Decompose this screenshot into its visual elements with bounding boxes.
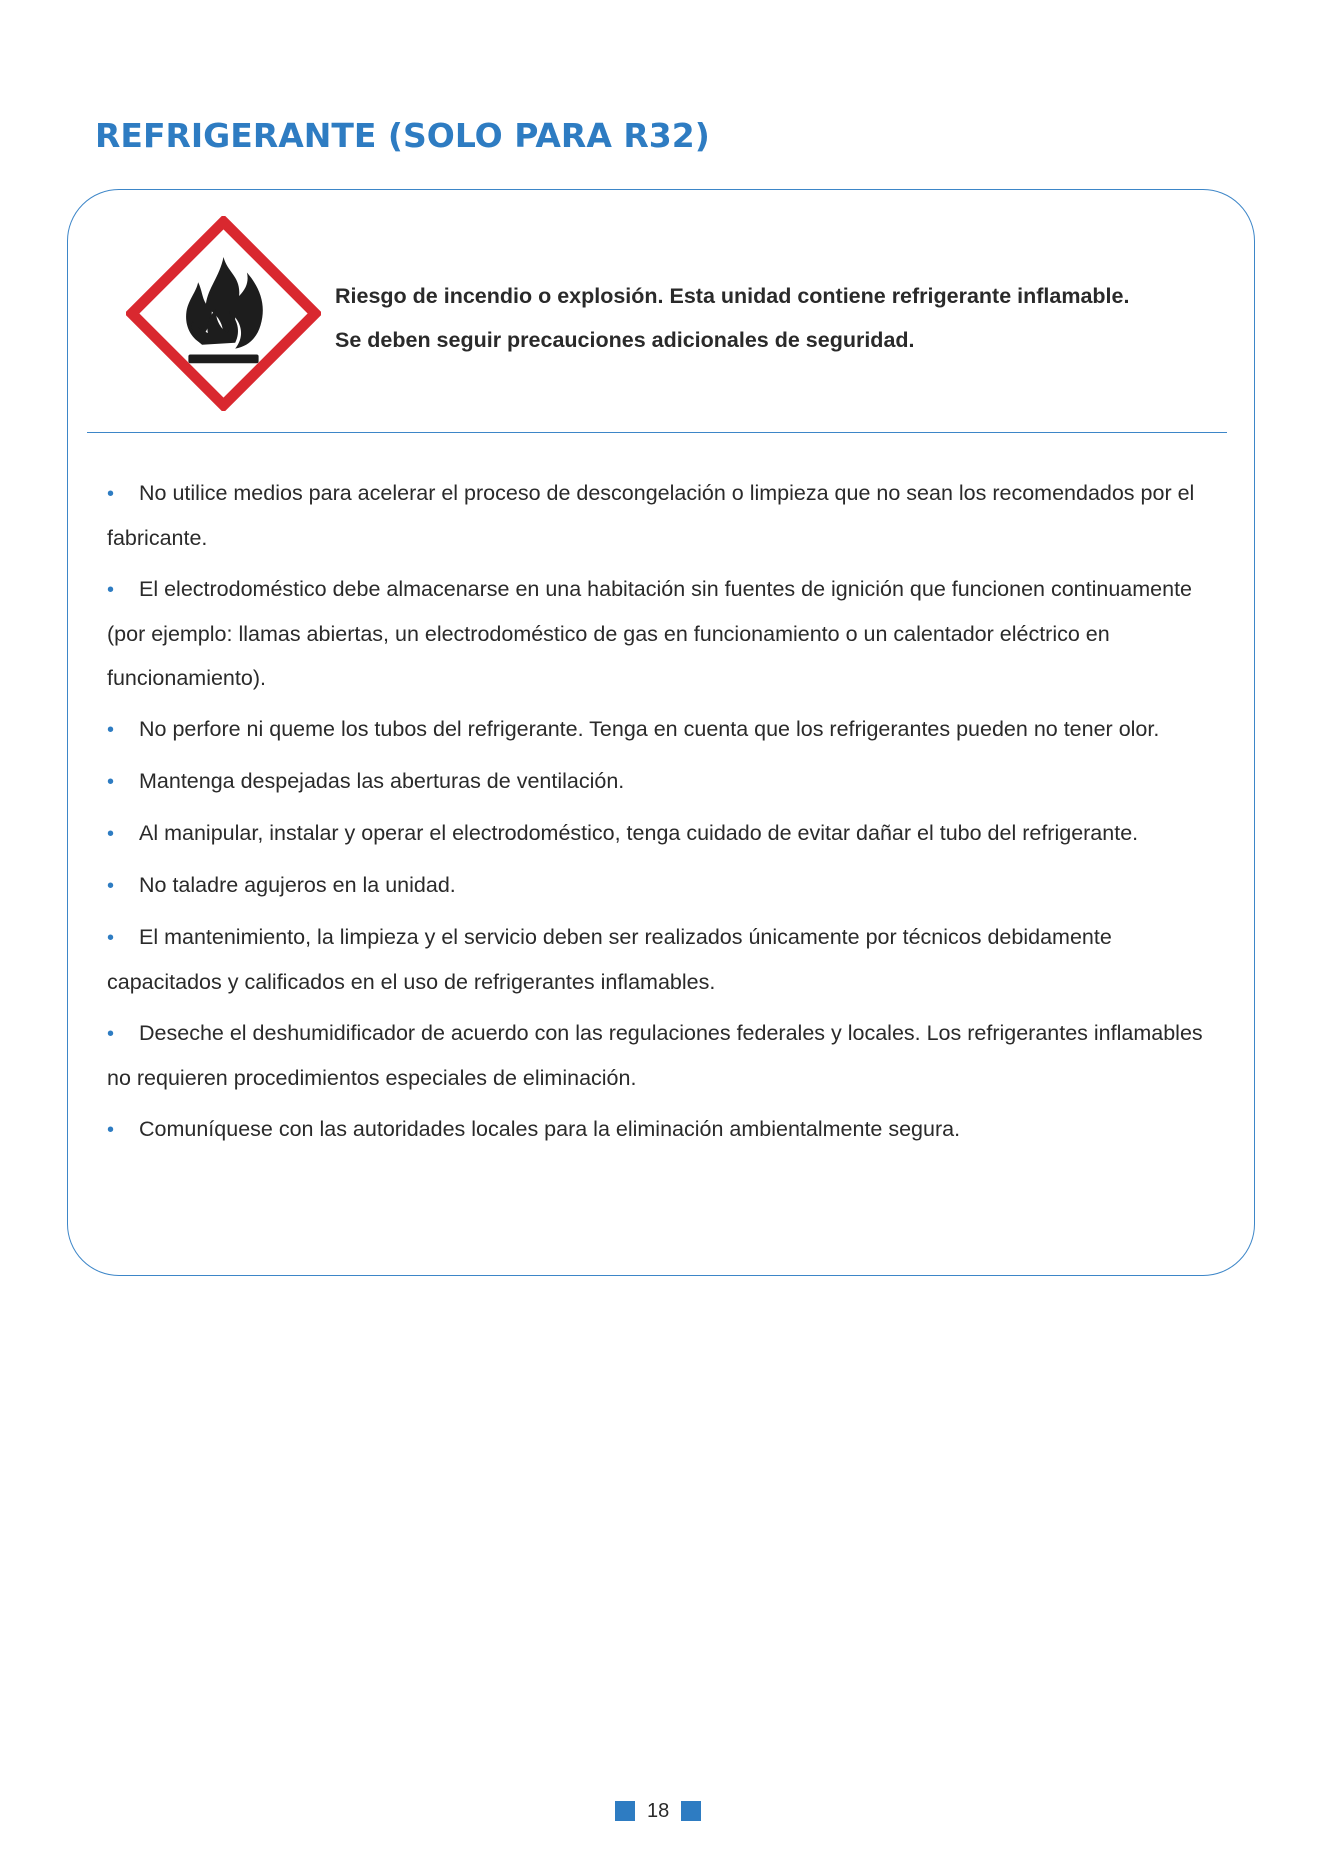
flammable-hazard-icon xyxy=(126,216,321,411)
bullet-dot-icon: • xyxy=(107,823,115,845)
list-item-text: No perfore ni queme los tubos del refrigerante. Tenga en cuenta que los refrigerantes pueden no tener olor. xyxy=(139,717,1160,741)
section-title: REFRIGERANTE (SOLO PARA R32) xyxy=(95,116,710,155)
bullet-dot-icon: • xyxy=(107,579,115,601)
list-item-text: Al manipular, instalar y operar el electrodoméstico, tenga cuidado de evitar dañar el tubo del refrigerante. xyxy=(139,821,1139,845)
bullet-dot-icon: • xyxy=(107,927,115,949)
footer-square-right-icon xyxy=(681,1801,701,1821)
hazard-warning-line-1: Riesgo de incendio o explosión. Esta unidad contiene refrigerante inflamable. xyxy=(335,284,1130,308)
bullet-dot-icon: • xyxy=(107,1023,115,1045)
list-item-text: No utilice medios para acelerar el proceso de descongelación o limpieza que no sean los recomendados por el fabricante. xyxy=(107,481,1195,550)
list-item-text: Comuníquese con las autoridades locales para la eliminación ambientalmente segura. xyxy=(139,1117,961,1141)
bullet-dot-icon: • xyxy=(107,1119,115,1141)
hazard-warning-text xyxy=(335,274,1235,362)
bullet-dot-icon: • xyxy=(107,719,115,741)
list-item xyxy=(107,915,1217,1004)
page-number: 18 xyxy=(647,1799,670,1822)
list-item xyxy=(107,567,1217,700)
hazard-warning-line-2: Se deben seguir precauciones adicionales de seguridad. xyxy=(335,328,915,352)
list-item xyxy=(107,863,1217,908)
list-item xyxy=(107,1107,1217,1152)
list-item-text: El mantenimiento, la limpieza y el servicio deben ser realizados únicamente por técnicos debidamente capacitados y calificados en el uso de refrigerantes inflamables. xyxy=(107,925,1112,994)
list-item-text: Deseche el deshumidificador de acuerdo con las regulaciones federales y locales. Los refrigerantes inflamables no requieren procedimientos especiales de eliminación. xyxy=(107,1021,1203,1090)
list-item xyxy=(107,811,1217,856)
list-item-text: Mantenga despejadas las aberturas de ventilación. xyxy=(139,769,625,793)
card-divider xyxy=(87,432,1227,433)
list-item xyxy=(107,471,1217,560)
safety-instructions-list xyxy=(107,471,1217,1159)
footer-square-left-icon xyxy=(615,1801,635,1821)
list-item xyxy=(107,759,1217,804)
bullet-dot-icon: • xyxy=(107,483,115,505)
bullet-dot-icon: • xyxy=(107,771,115,793)
bullet-dot-icon: • xyxy=(107,875,115,897)
list-item xyxy=(107,1011,1217,1100)
page-footer xyxy=(615,1797,701,1825)
list-item xyxy=(107,707,1217,752)
list-item-text: No taladre agujeros en la unidad. xyxy=(139,873,456,897)
list-item-text: El electrodoméstico debe almacenarse en una habitación sin fuentes de ignición que funcionen continuamente (por ejemplo: llamas abiertas, un electrodoméstico de gas en funcionamiento o un calentador eléctrico en funcionamiento). xyxy=(107,577,1193,690)
